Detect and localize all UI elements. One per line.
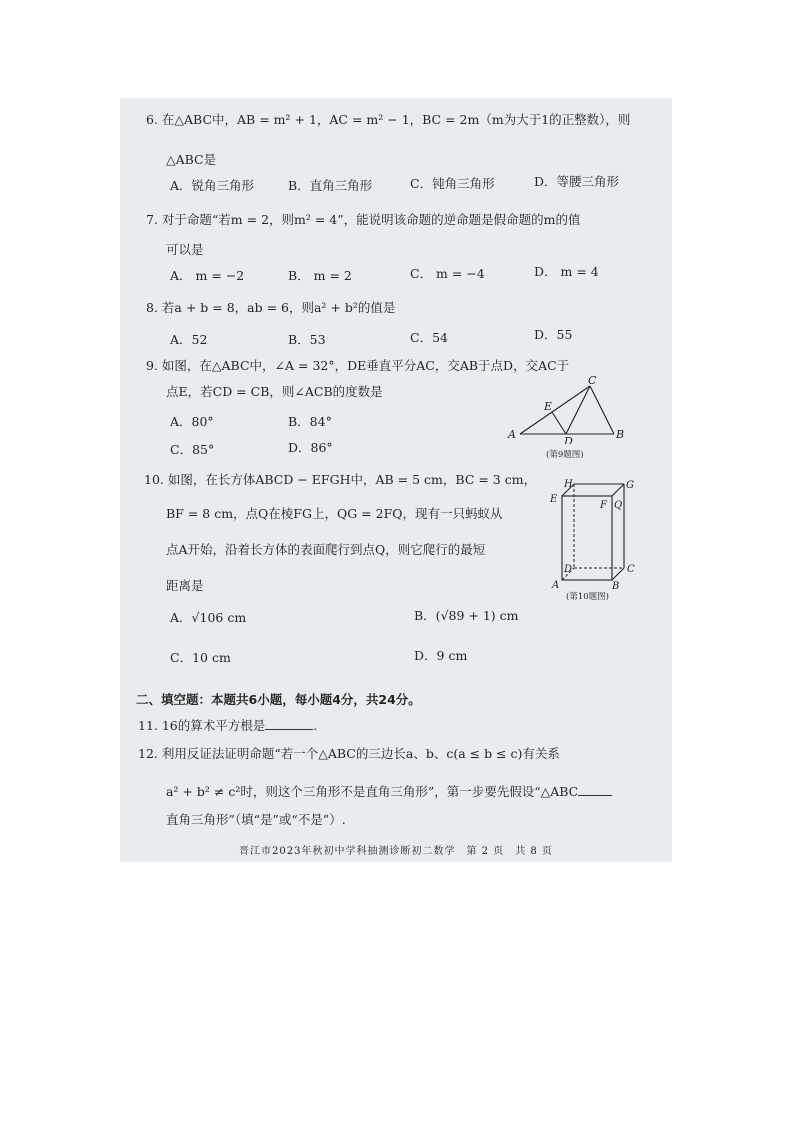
section2-heading: 二、填空题：本题共6小题，每小题4分，共24分。 — [136, 692, 421, 707]
q9-option-c: C．85° — [170, 442, 215, 457]
q9-figure — [504, 374, 634, 444]
q9-option-b: B．84° — [288, 414, 332, 429]
q10-label-d: D — [564, 564, 573, 575]
q7-option-b: B． m = 2 — [288, 268, 352, 283]
q7-option-d: D． m = 4 — [534, 264, 599, 279]
q10-label-h: H — [564, 479, 573, 490]
q8-stem: 8. 若a + b = 8，ab = 6，则a² + b²的值是 — [146, 300, 396, 315]
q12-stem-line2 — [166, 782, 612, 800]
q10-label-e: E — [550, 494, 558, 505]
q10-label-g: G — [626, 480, 634, 491]
q9-stem-line2: 点E，若CD = CB，则∠ACB的度数是 — [166, 384, 383, 399]
q7-stem-line1: 7. 对于命题“若m = 2，则m² = 4”，能说明该命题的逆命题是假命题的m的值 — [146, 212, 581, 227]
q9-option-d: D．86° — [288, 440, 333, 455]
q9-segment-cb — [590, 386, 614, 434]
q10-option-a: A．√106 cm — [170, 610, 247, 625]
q6-option-a: A．锐角三角形 — [170, 178, 255, 193]
q8-option-b: B．53 — [288, 332, 326, 347]
q10-figure — [548, 478, 642, 590]
q9-stem-line1: 9. 如图，在△ABC中，∠A = 32°，DE垂直平分AC，交AB于点D，交AC于 — [146, 358, 570, 373]
q9-segment-ac — [520, 386, 590, 434]
q9-label-b: B — [616, 428, 625, 441]
q10-stem-line4: 距离是 — [166, 578, 204, 593]
q8-option-d: D．55 — [534, 327, 573, 342]
q10-label-q: Q — [614, 500, 623, 511]
q8-option-a: A．52 — [170, 332, 208, 347]
q6-option-b: B．直角三角形 — [288, 178, 373, 193]
q10-stem-line3: 点A开始，沿着长方体的表面爬行到点Q，则它爬行的最短 — [166, 542, 486, 557]
q7-stem-line2: 可以是 — [166, 242, 204, 257]
q10-option-d: D．9 cm — [414, 648, 468, 663]
q10-label-b: B — [612, 581, 620, 590]
q11-stem — [138, 716, 317, 734]
q9-segment-cd — [566, 386, 590, 434]
q8-option-c: C．54 — [410, 330, 448, 345]
q10-figure-caption: (第10题图) — [566, 592, 609, 602]
q9-label-e: E — [544, 400, 553, 413]
exam-page — [120, 98, 672, 862]
q10-label-a: A — [552, 580, 560, 590]
q7-option-a: A． m = −2 — [170, 268, 245, 283]
q10-label-c: C — [627, 564, 635, 575]
q9-option-a: A．80° — [170, 414, 214, 429]
q12-answer-blank[interactable] — [578, 784, 612, 796]
q9-segment-de — [552, 412, 566, 434]
q6-stem-line2: △ABC是 — [166, 152, 217, 167]
q6-stem-line1: 6. 在△ABC中，AB = m² + 1，AC = m² − 1，BC = 2m（m为大于1的正整数），则 — [146, 112, 631, 127]
q12-stem-line3: 直角三角形”（填“是”或“不是”）. — [166, 812, 346, 827]
q6-option-c: C．钝角三角形 — [410, 176, 495, 191]
q10-stem-line2: BF = 8 cm，点Q在棱FG上，QG = 2FQ，现有一只蚂蚁从 — [166, 506, 503, 521]
q12-stem-line1: 12. 利用反证法证明命题“若一个△ABC的三边长a、b、c(a ≤ b ≤ c)有关系 — [138, 746, 560, 761]
q6-option-d: D．等腰三角形 — [534, 174, 620, 189]
q9-label-a: A — [508, 428, 516, 441]
q10-label-f: F — [600, 500, 607, 511]
q7-option-c: C． m = −4 — [410, 266, 485, 281]
q9-label-d: D — [564, 435, 573, 444]
q10-option-c: C．10 cm — [170, 650, 231, 665]
q10-option-b: B．(√89 + 1) cm — [414, 608, 519, 623]
q11-end: . — [313, 718, 318, 733]
page-footer: 晋江市2023年秋初中学科抽测诊断初二数学 第 2 页 共 8 页 — [239, 846, 553, 857]
q11-text: 11. 16的算术平方根是 — [138, 718, 266, 733]
q9-label-c: C — [588, 374, 597, 387]
q12-line2-text: a² + b² ≠ c²时，则这个三角形不是直角三角形”，第一步要先假设“△ABC — [166, 784, 579, 799]
q11-answer-blank[interactable] — [265, 718, 313, 730]
q9-figure-caption: (第9题图) — [546, 450, 584, 460]
q10-stem-line1: 10. 如图，在长方体ABCD − EFGH中，AB = 5 cm，BC = 3 cm， — [144, 472, 537, 487]
